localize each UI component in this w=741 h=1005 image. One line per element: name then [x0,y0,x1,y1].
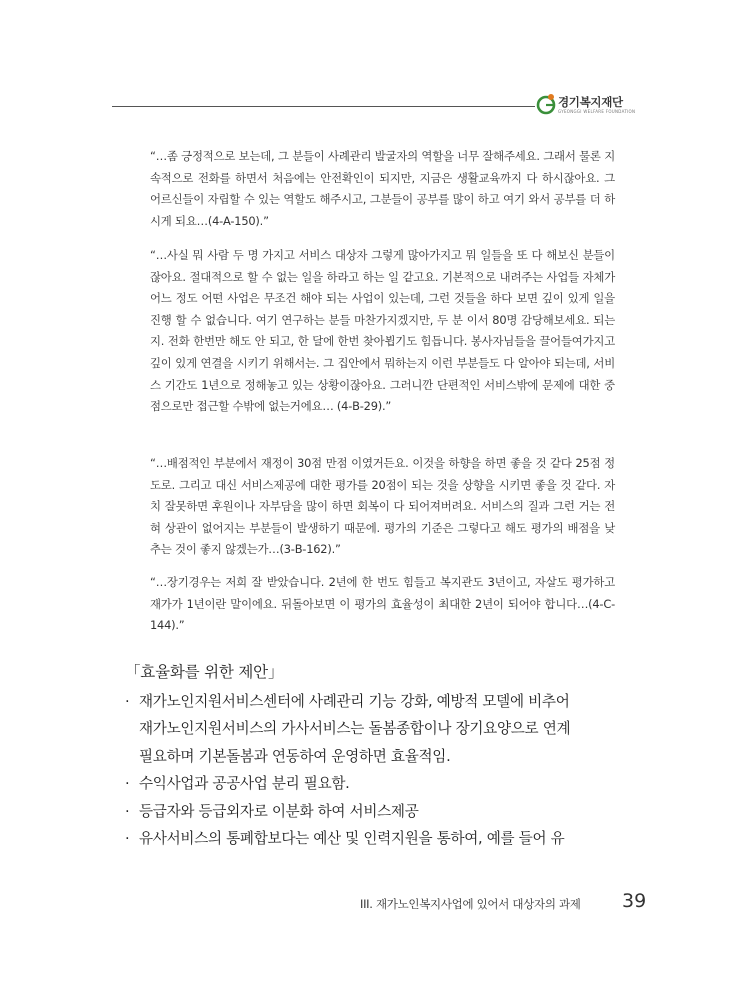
proposal-list [125,688,645,852]
interview-quote-2 [150,245,615,418]
quote-text: “…좀 긍정적으로 보는데, 그 분들이 사례관리 발굴자의 역할을 너무 잘해주세요. 그래서 물론 지속적으로 전화를 하면서 처음에는 안전확인이 되지만, 지금은 생활교육까지 다 하시잖아요. 그 어르신들이 자립할 수 있는 역할도 해주시고, 그분들이 공부를 많이 하고 여기 와서 공부를 더 하시게 되요…(4-A-150).” [150,149,615,228]
list-item-text: 등급자와 등급외자로 이분화 하여 서비스제공 [139,802,419,820]
list-item-text: 재가노인지원서비스센터에 사례관리 기능 강화, 예방적 모델에 비추어 [139,693,570,710]
foundation-logo-icon [536,92,558,116]
interview-quote-4 [150,572,615,637]
list-item [125,798,645,825]
list-item [125,825,645,852]
section-title: 「효율화를 위한 제안」 [125,663,284,681]
bullet-marker: · [125,830,130,848]
page-number: 39 [622,890,647,912]
org-name: 경기복지재단 [558,95,623,109]
list-item [125,688,645,715]
quote-text: “…사실 뭐 사람 두 명 가지고 서비스 대상자 그렇게 많아가지고 뭐 일들을 또 다 해보신 분들이잖아요. 절대적으로 할 수 없는 일을 하라고 하는 일 같고요. 기본적으로 내려주는 사업들 자체가 어느 정도 어떤 사업은 무조건 해야 되는 사업이 있는데, 그런 것들을 하다 보면 깊이 있게 일을 진행 할 수 없습니다. 여기 연구하는 분들 마찬가지겠지만, 두 분 이서 80명 감당해보세요. 되는지. 전화 한번만 해도 안 되고, 한 달에 한번 찾아뵙기도 힘듭니다. 봉사자님들을 끌어들여가지고 깊이 있게 연결을 시키기 위해서는. 그 집안에서 뭐하는지 이런 부분들도 다 알아야 되는데, 서비스 기간도 1년으로 정해놓고 있는 상황이잖아요. 그러니깐 단편적인 서비스밖에 문제에 대한 중점으로만 접근할 수밖에 없는거에요… (4-B-29).” [150,248,615,414]
org-subtitle: GYEONGGI WELFARE FOUNDATION [558,109,636,114]
quote-text: “…배점적인 부분에서 재정이 30점 만점 이였거든요. 이것을 하향을 하면 좋을 것 같다 25점 정도로. 그리고 대신 서비스제공에 대한 평가를 20점이 되는 것을 상향을 시키면 좋을 것 같다. 자치 잘못하면 후원이나 자부담을 많이 하면 회복이 다 되어져버려요. 서비스의 질과 그런 거는 전혀 상관이 없어지는 부분들이 발생하기 때문에. 평가의 기준은 그렇다고 해도 평가의 배점을 낮추는 것이 좋지 않겠는가…(3-B-162).” [150,456,615,557]
chapter-footer: III. 재가노인복지사업에 있어서 대상자의 과제 [360,897,581,911]
bullet-marker: · [125,693,130,710]
quote-text: “…장기경우는 저희 잘 받았습니다. 2년에 한 번도 힘들고 복지관도 3년이고, 자살도 평가하고 재가가 1년이란 말이에요. 뒤돌아보면 이 평가의 효율성이 최대한 2년이 되어야 합니다…(4-C-144).” [150,575,615,633]
list-item-text: 수익사업과 공공사업 분리 필요함. [139,775,350,793]
list-item-continuation: 재가노인지원서비스의 가사서비스는 돌봄종합이나 장기요양으로 연계 [139,720,571,738]
header-rule [112,106,535,107]
list-item-text: 유사서비스의 통폐합보다는 예산 및 인력지원을 통하여, 예를 들어 유 [139,830,565,848]
list-item [125,770,645,797]
bullet-marker: · [125,775,130,793]
interview-quote-3 [150,453,615,561]
interview-quote-1 [150,146,615,232]
bullet-marker: · [125,802,130,820]
list-item-continuation: 필요하며 기본돌봄과 연동하여 운영하면 효율적임. [139,747,451,765]
org-logo [536,92,656,118]
